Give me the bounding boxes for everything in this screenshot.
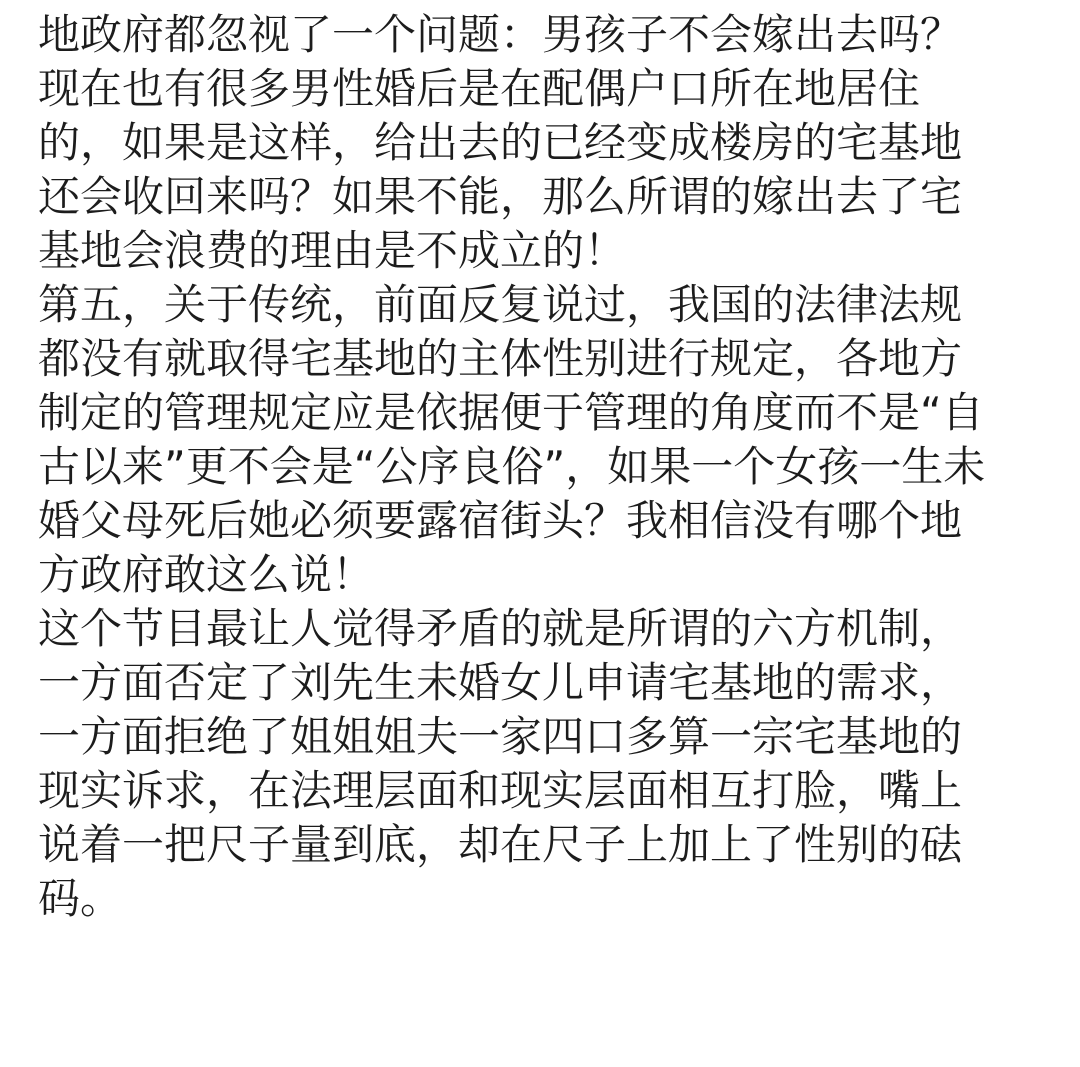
text-line: 现实诉求，在法理层面和现实层面相互打脸，嘴上	[38, 766, 963, 815]
text-line: 第五，关于传统，前面反复说过，我国的法律法规	[38, 280, 963, 329]
text-line: 的，如果是这样，给出去的已经变成楼房的宅基地	[38, 118, 963, 167]
text-line: 这个节目最让人觉得矛盾的就是所谓的六方机制，	[38, 604, 963, 653]
text-line: 一方面拒绝了姐姐姐夫一家四口多算一宗宅基地的	[38, 712, 963, 761]
text-line: 古以来”更不会是“公序良俗”，如果一个女孩一生未	[38, 442, 986, 491]
text-line: 都没有就取得宅基地的主体性别进行规定，各地方	[38, 334, 963, 383]
text-line: 制定的管理规定应是依据便于管理的角度而不是“自	[38, 388, 984, 437]
text-line: 方政府敢这么说！	[38, 550, 375, 599]
text-line: 一方面否定了刘先生未婚女儿申请宅基地的需求，	[38, 658, 963, 707]
text-line: 现在也有很多男性婚后是在配偶户口所在地居住	[38, 64, 921, 113]
text-line: 说着一把尺子量到底，却在尺子上加上了性别的砝	[38, 820, 963, 869]
text-line: 地政府都忽视了一个问题：男孩子不会嫁出去吗？	[38, 10, 963, 59]
text-line: 基地会浪费的理由是不成立的！	[38, 226, 627, 275]
text-line: 还会收回来吗？如果不能，那么所谓的嫁出去了宅	[38, 172, 963, 221]
article-body	[38, 8, 1068, 926]
text-line: 婚父母死后她必须要露宿街头？我相信没有哪个地	[38, 496, 963, 545]
text-line: 码。	[38, 874, 123, 923]
